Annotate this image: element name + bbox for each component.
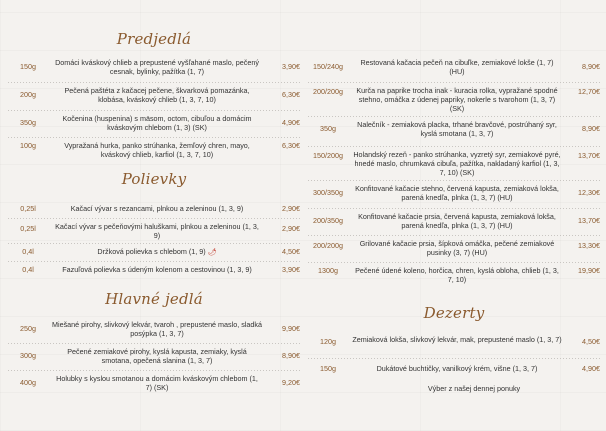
section-title-predjedla: Predjedlá	[116, 30, 192, 48]
item-quantity: 200/200g	[313, 87, 343, 96]
item-price: 2,90€	[282, 204, 300, 213]
item-price: 4,50€	[582, 337, 600, 346]
divider	[8, 218, 300, 219]
item-description: Kačací vývar s rezancami, plnkou a zeleninou (1, 3, 9)	[70, 204, 244, 213]
item-quantity: 400g	[20, 378, 36, 387]
item-description: Miešané pirohy, slivkový lekvár, tvaroh , prepustené maslo, sladká posýpka (1, 3, 7)	[52, 320, 262, 339]
item-description-text: Držková polievka s chlebom (1, 9)	[97, 247, 206, 256]
item-price: 4,50€	[282, 247, 300, 256]
item-quantity: 150g	[20, 62, 36, 71]
item-price: 8,90€	[282, 351, 300, 360]
item-quantity: 150/240g	[313, 62, 343, 71]
item-description: Nalečník - zemiaková placka, trhané bravčové, postrúhaný syr, kyslá smotana (1, 3, 7)	[357, 120, 557, 139]
divider	[8, 243, 300, 244]
divider	[8, 137, 300, 138]
item-quantity: 350g	[320, 124, 336, 133]
item-quantity: 120g	[320, 337, 336, 346]
item-price: 3,90€	[282, 265, 300, 274]
item-price: 13,70€	[578, 216, 600, 225]
section-title-hlavne-jedla: Hlavné jedlá	[105, 290, 203, 308]
item-description: Konfitované kačacie stehno, červená kapusta, zemiaková lokša, parená knedľa, plnka (1, 3, 7) (HU)	[355, 184, 559, 203]
divider	[8, 370, 300, 371]
item-price: 13,70€	[578, 151, 600, 160]
divider	[308, 82, 600, 83]
item-price: 6,30€	[282, 90, 300, 99]
item-price: 2,90€	[282, 224, 300, 233]
item-description: Dukátové buchtičky, vanilkový krém, višne (1, 3, 7)	[376, 364, 538, 373]
item-description: Pečená paštéta z kačacej pečene, škvarková pomazánka, klobása, kváskový chlieb (1, 3, 7, 10)	[64, 86, 250, 105]
item-description: Kačací vývar s pečeňovými haluškami, plnkou a zeleninou (1, 3, 9)	[55, 222, 259, 241]
divider	[308, 180, 600, 181]
divider	[8, 343, 300, 344]
item-price: 9,20€	[282, 378, 300, 387]
section-title-polievky: Polievky	[121, 170, 187, 188]
item-price: 6,30€	[282, 141, 300, 150]
item-description: Pečené zemiakové pirohy, kyslá kapusta, zemiaky, kyslá smotana, opečená slanina (1, 3, 7)	[67, 347, 247, 366]
item-quantity: 150g	[320, 364, 336, 373]
item-quantity: 200/350g	[313, 216, 343, 225]
item-description: Pečené údené koleno, horčica, chren, kyslá obloha, chlieb (1, 3, 7, 10)	[355, 266, 559, 285]
divider	[8, 110, 300, 111]
divider	[308, 358, 600, 359]
item-description: Vypražaná hurka, panko strúhanka, žemľový chren, mayo, kváskový chlieb, karfiol (1, 3, 7, 10)	[64, 141, 250, 160]
section-title-dezerty: Dezerty	[423, 304, 485, 322]
item-description: Grilované kačacie prsia, šípková omáčka, pečené zemiakové pusinky (3, 7) (HU)	[359, 239, 555, 258]
divider	[308, 116, 600, 117]
item-description: Kočenina (huspenina) s mäsom, octom, cibuľou a domácim kváskovým chlebom (1, 3) (SK)	[62, 114, 252, 133]
chili-icon: 🌶	[207, 249, 217, 256]
item-description: Holubky s kyslou smotanou a domácim kváskovým chlebom (1, 7) (SK)	[56, 374, 258, 393]
item-price: 4,90€	[582, 364, 600, 373]
item-quantity: 200g	[20, 90, 36, 99]
item-description: Zemiaková lokša, slivkový lekvár, mak, prepustené maslo (1, 3, 7)	[352, 335, 562, 344]
item-quantity: 0,4l	[22, 265, 34, 274]
item-quantity: 0,25l	[20, 204, 36, 213]
item-description: Restovaná kačacia pečeň na cibuľke, zemiakové lokše (1, 7) (HU)	[360, 58, 554, 77]
item-description	[52, 247, 262, 257]
item-description: Fazuľová polievka s údeným kolenom a cestovinou (1, 3, 9)	[62, 265, 252, 274]
item-price: 19,90€	[578, 266, 600, 275]
item-quantity: 250g	[20, 324, 36, 333]
divider	[308, 208, 600, 209]
item-price: 9,90€	[282, 324, 300, 333]
divider	[8, 261, 300, 262]
item-description: Domáci kváskový chlieb a prepustené vyšľahané maslo, pečený cesnak, bylinky, pažítka (1, 7)	[55, 58, 259, 77]
item-quantity: 100g	[20, 141, 36, 150]
divider	[8, 82, 300, 83]
divider	[308, 146, 600, 147]
item-quantity: 0,25l	[20, 224, 36, 233]
item-quantity: 150/200g	[313, 151, 343, 160]
item-quantity: 0,4l	[22, 247, 34, 256]
item-price: 8,90€	[582, 124, 600, 133]
item-quantity: 300/350g	[313, 188, 343, 197]
dessert-note: Výber z našej dennej ponuky	[427, 384, 521, 393]
item-description: Konfitované kačacie prsia, červená kapusta, zemiaková lokša, parená knedľa, plnka (1, 3, 7) (HU)	[358, 212, 556, 231]
item-quantity: 1300g	[318, 266, 338, 275]
item-price: 3,90€	[282, 62, 300, 71]
item-quantity: 200/200g	[313, 241, 343, 250]
divider	[308, 262, 600, 263]
divider	[308, 235, 600, 236]
item-quantity: 350g	[20, 118, 36, 127]
item-price: 12,30€	[578, 188, 600, 197]
item-price: 12,70€	[578, 87, 600, 96]
item-price: 4,90€	[282, 118, 300, 127]
item-price: 13,30€	[578, 241, 600, 250]
item-quantity: 300g	[20, 351, 36, 360]
item-description: Holandský rezeň - panko strúhanka, vyzretý syr, zemiakové pyré, hnedé maslo, chrumkavá cibuľa, pažítka, nakladaný karfiol (1, 3, 7, 10) (SK)	[353, 150, 561, 178]
item-price: 8,90€	[582, 62, 600, 71]
item-description: Kurča na paprike trocha inak - kuracia rolka, vypražané spodné stehno, omáčka z údenej papriky, nokerle s tvarohom (1, 3, 7) (SK)	[356, 86, 558, 114]
